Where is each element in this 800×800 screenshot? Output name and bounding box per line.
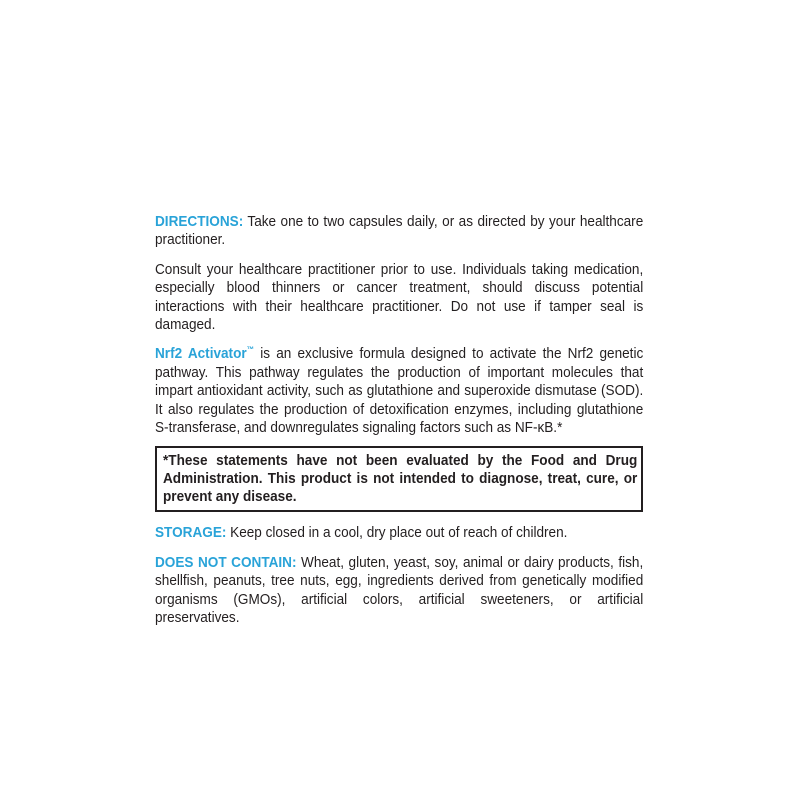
supplement-label-panel <box>155 213 643 639</box>
product-description-text: is an exclusive formula designed to activate the Nrf2 genetic pathway. This pathway regulates the production of important molecules that impart antioxidant activity, such as glutathione and superoxide dismutase (SOD). It also regulates the production of detoxification enzymes, including glutathione S-transferase, and downregulates signaling factors such as NF-κB.* <box>155 346 644 437</box>
product-name: Nrf2 Activator <box>155 346 247 363</box>
product-description-paragraph <box>155 345 643 437</box>
storage-paragraph <box>155 524 643 542</box>
storage-heading: STORAGE: <box>155 525 227 542</box>
trademark-symbol: ™ <box>246 345 255 355</box>
storage-text: Keep closed in a cool, dry place out of reach of children. <box>226 525 568 542</box>
fda-disclaimer-text: *These statements have not been evaluated by the Food and Drug Administration. This product is not intended to diagnose, treat, cure, or prevent any disease. <box>163 453 638 506</box>
caution-paragraph: Consult your healthcare practitioner prior to use. Individuals taking medication, especially blood thinners or cancer treatment, should discuss potential interactions with their healthcare practitioner. Do not use if tamper seal is damaged. <box>155 261 644 334</box>
does-not-contain-text: Wheat, gluten, yeast, soy, animal or dairy products, fish, shellfish, peanuts, tree nuts, egg, ingredients derived from genetically modified organisms (GMOs), artificial colors, artificial sweeteners, or artificial preservatives. <box>155 554 644 627</box>
fda-disclaimer-box <box>155 446 643 512</box>
does-not-contain-paragraph <box>155 554 643 628</box>
directions-paragraph <box>155 213 643 250</box>
does-not-contain-heading: DOES NOT CONTAIN: <box>155 554 297 571</box>
directions-text: Take one to two capsules daily, or as directed by your healthcare practitioner. <box>155 214 644 249</box>
directions-heading: DIRECTIONS: <box>155 214 244 230</box>
